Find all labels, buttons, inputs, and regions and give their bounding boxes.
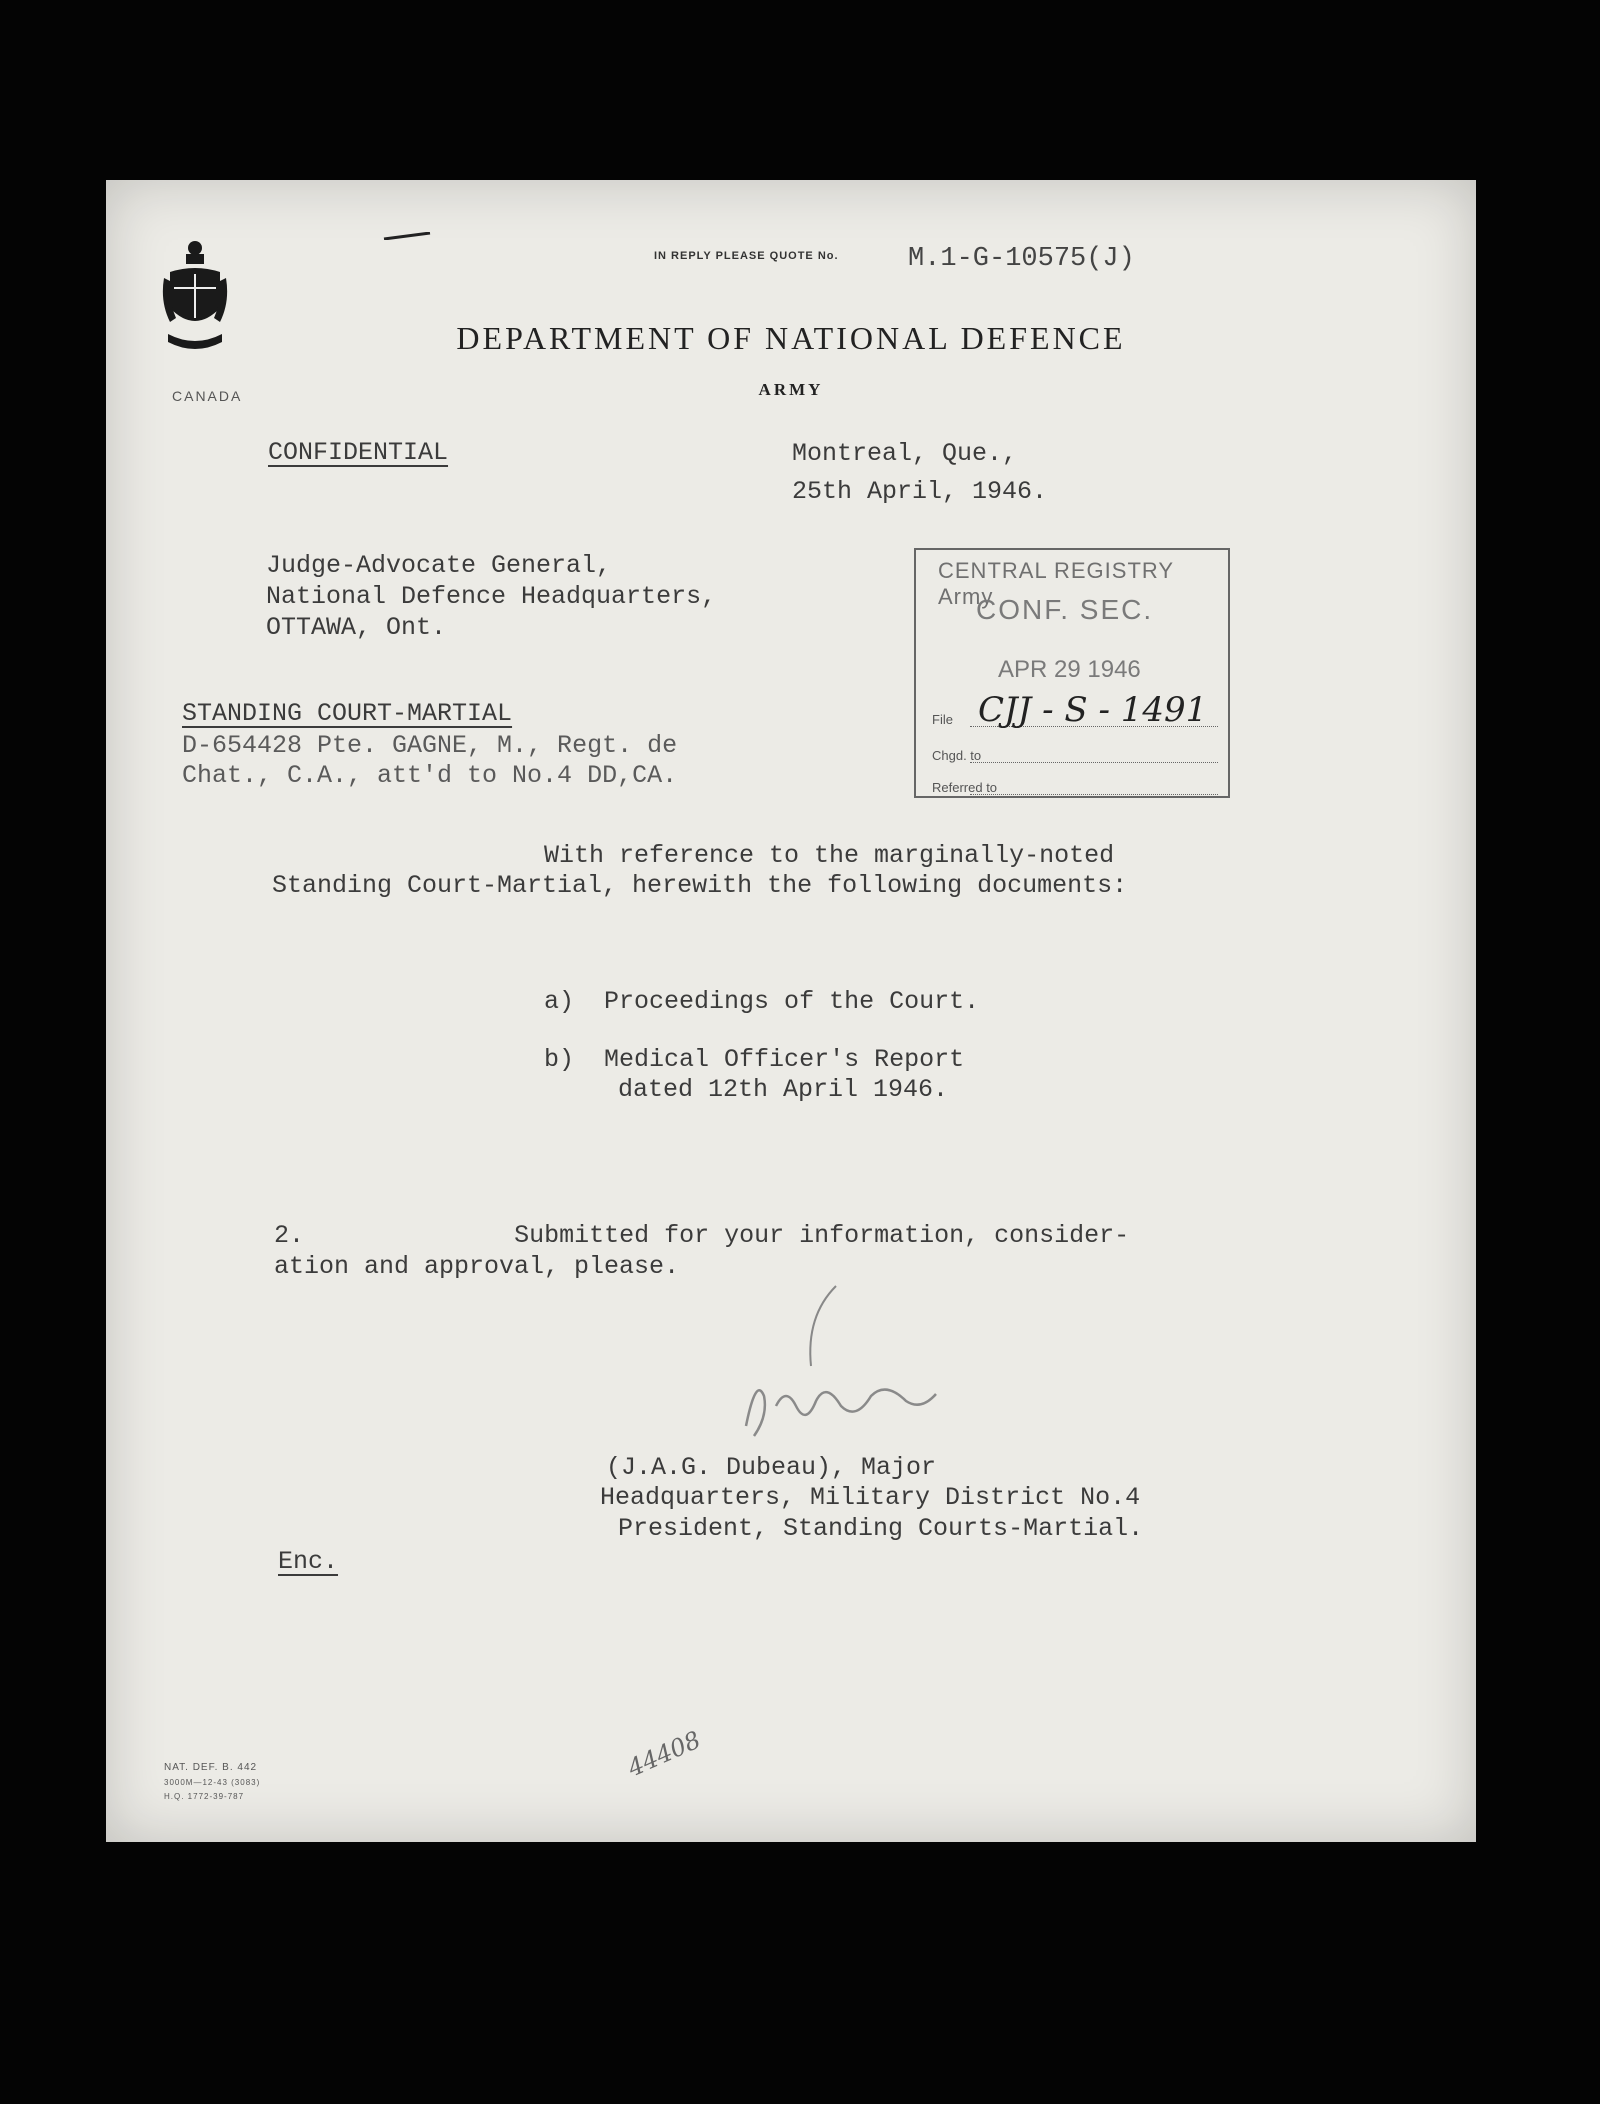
- subject-heading: STANDING COURT-MARTIAL: [182, 699, 513, 728]
- signatory-unit: Headquarters, Military District No.4: [600, 1483, 1141, 1512]
- paragraph-2-line: [274, 1220, 1129, 1251]
- form-number: NAT. DEF. B. 442: [164, 1762, 258, 1773]
- subject-line: D-654428 Pte. GAGNE, M., Regt. de: [182, 731, 678, 760]
- item-text: Medical Officer's Report: [604, 1045, 965, 1074]
- addressee-line: Judge-Advocate General,: [266, 551, 612, 580]
- handwritten-number: 44408: [623, 1725, 705, 1783]
- handwritten-signature-icon: [706, 1276, 966, 1456]
- addressee-line: OTTAWA, Ont.: [266, 613, 447, 642]
- subject-line: Chat., C.A., att'd to No.4 DD,CA.: [182, 761, 678, 790]
- enclosure-item-b-continued: dated 12th April 1946.: [618, 1075, 949, 1104]
- stamp-divider: [970, 762, 1218, 763]
- stamp-chgd-label: Chgd. to: [932, 748, 982, 763]
- body-line: With reference to the marginally-noted: [544, 841, 1115, 870]
- body-line: Standing Court-Martial, herewith the following documents:: [272, 871, 1128, 900]
- stamp-file-value: CJJ - S - 1491: [978, 690, 1208, 730]
- enclosure-label: Enc.: [278, 1547, 339, 1576]
- stamp-divider: [970, 794, 1218, 795]
- hq-code: H.Q. 1772-39-787: [164, 1792, 245, 1801]
- quote-label: IN REPLY PLEASE QUOTE No.: [654, 250, 839, 262]
- registry-stamp: [914, 548, 1230, 798]
- stamp-file-label: File: [932, 712, 953, 727]
- letter-page: [106, 180, 1476, 1842]
- canada-label: CANADA: [172, 388, 243, 404]
- paragraph-2-line: ation and approval, please.: [274, 1252, 680, 1281]
- print-code: 3000M—12-43 (3083): [164, 1778, 261, 1787]
- item-text: Proceedings of the Court.: [604, 987, 980, 1016]
- stamp-header: CENTRAL REGISTRY Army: [938, 558, 1174, 609]
- stamp-date: APR 29 1946: [998, 656, 1141, 683]
- stamp-section: CONF. SEC.: [976, 594, 1154, 625]
- addressee-line: National Defence Headquarters,: [266, 582, 717, 611]
- paragraph-number: 2.: [274, 1221, 305, 1250]
- pen-mark-icon: [382, 232, 432, 240]
- quote-number: M.1-G-10575(J): [908, 244, 1135, 274]
- signatory-name: (J.A.G. Dubeau), Major: [606, 1453, 937, 1482]
- department-title: DEPARTMENT OF NATIONAL DEFENCE: [456, 320, 1126, 356]
- item-marker: b): [544, 1045, 575, 1074]
- paragraph-text: Submitted for your information, consider-: [514, 1221, 1130, 1250]
- letter-date: 25th April, 1946.: [792, 477, 1048, 506]
- stamp-referred-label: Referred to: [932, 780, 998, 795]
- coat-of-arms-icon: [162, 238, 228, 356]
- signatory-title: President, Standing Courts-Martial.: [618, 1514, 1144, 1543]
- letter-place: Montreal, Que.,: [792, 439, 1018, 468]
- classification-heading: CONFIDENTIAL: [268, 438, 449, 467]
- enclosure-item-b: [544, 1044, 964, 1075]
- branch-title: ARMY: [758, 380, 824, 399]
- item-marker: a): [544, 987, 575, 1016]
- enclosure-item-a: [544, 986, 979, 1017]
